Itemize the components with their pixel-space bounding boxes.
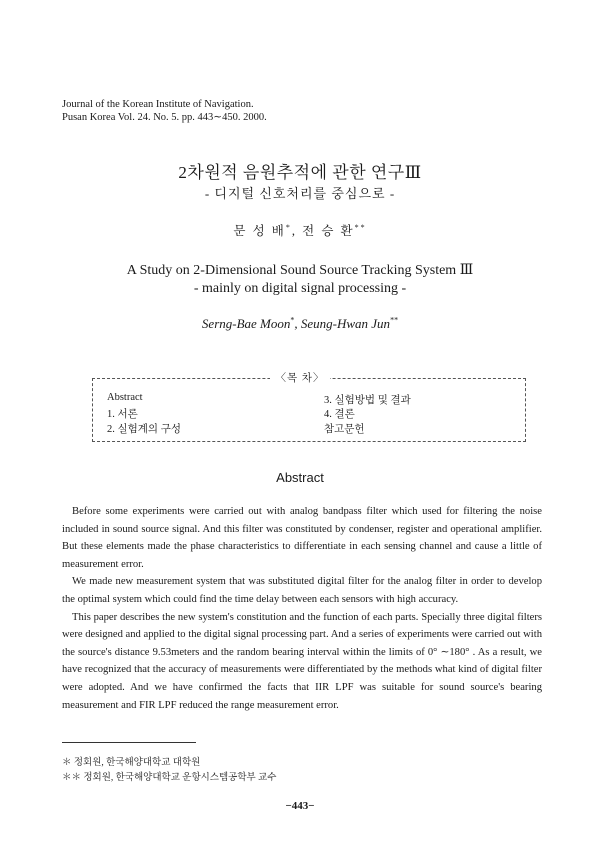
footnote-1: ＊ 정회원, 한국해양대학교 대학원 (62, 758, 201, 768)
footnote-divider (62, 742, 196, 743)
english-subtitle-line: - mainly on digital signal processing - (193, 281, 407, 296)
journal-citation (62, 98, 267, 124)
journal-volume: Pusan Korea Vol. 24. No. 5. pp. 443∼450. 2000. (62, 112, 267, 123)
korean-authors (0, 221, 600, 239)
toc-item-method: 3. 실험방법 및 결과 (324, 395, 411, 406)
toc-item-abstract: Abstract (107, 392, 143, 403)
toc-item-setup: 2. 실험계의 구성 (107, 424, 181, 435)
toc-item-references: 참고문헌 (324, 424, 365, 435)
english-title (0, 262, 600, 298)
english-title-line: A Study on 2-Dimensional Sound Source Tracking System Ⅲ (126, 263, 474, 278)
toc-item-conclusion: 4. 결론 (324, 409, 355, 420)
footnote-mark-1-en: * (290, 315, 295, 325)
abstract-paragraph-2: We made new measurement system that was substituted digital filter for the analog filter in order to develop the optimal system which could find the time delay between each sensors with high accuracy. (62, 576, 542, 605)
english-author-2: , Seung-Hwan Jun (294, 316, 391, 331)
english-authors (0, 316, 600, 332)
abstract-body (62, 503, 542, 714)
abstract-heading: Abstract (276, 470, 324, 485)
toc-label: 〈목 차〉 (0, 370, 600, 385)
korean-author-2: , 전 승 환 (291, 224, 355, 238)
footnote-mark-1: * (285, 222, 292, 232)
footnote-2: ＊＊ 정회원, 한국해양대학교 운항시스템공학부 교수 (62, 773, 277, 783)
footnote-mark-2-en: ** (390, 315, 399, 325)
footnote-mark-2: ** (354, 222, 367, 232)
abstract-paragraph-1: Before some experiments were carried out with analog bandpass filter which used for filtering the noise included in sound source signal. And this filter was constituted by condenser, register and operational amplifier. But these elements made the phase characteristics to differentiate in each sensing channel and cause a little of measurement error. (62, 506, 542, 570)
page-number: −443− (285, 800, 315, 812)
journal-name: Journal of the Korean Institute of Navigation. (62, 99, 254, 110)
english-author-1: Serng-Bae Moon (201, 316, 291, 331)
korean-subtitle: - 디지털 신호처리를 중심으로 - (204, 186, 396, 201)
abstract-paragraph-3: This paper describes the new system's constitution and the function of each parts. Specially three digital filters were designed and applied to the digital signal processing part. And a series of experiments were carried out with the source's distance 9.53meters and the random bearing interval within the limits of 0° ∼180° . As a result, we have recognized that the accuracy of measurements were differentiated by the methods what kind of digital filter were adopted. And we have confirmed the facts that IIR LPF was suitable for sound source's bearing measurement and FIR LPF reduced the range measurement error. (62, 611, 542, 711)
korean-author-1: 문 성 배 (233, 224, 286, 238)
toc-item-intro: 1. 서론 (107, 409, 138, 420)
korean-title: 2차원적 음원추적에 관한 연구Ⅲ (178, 163, 422, 182)
